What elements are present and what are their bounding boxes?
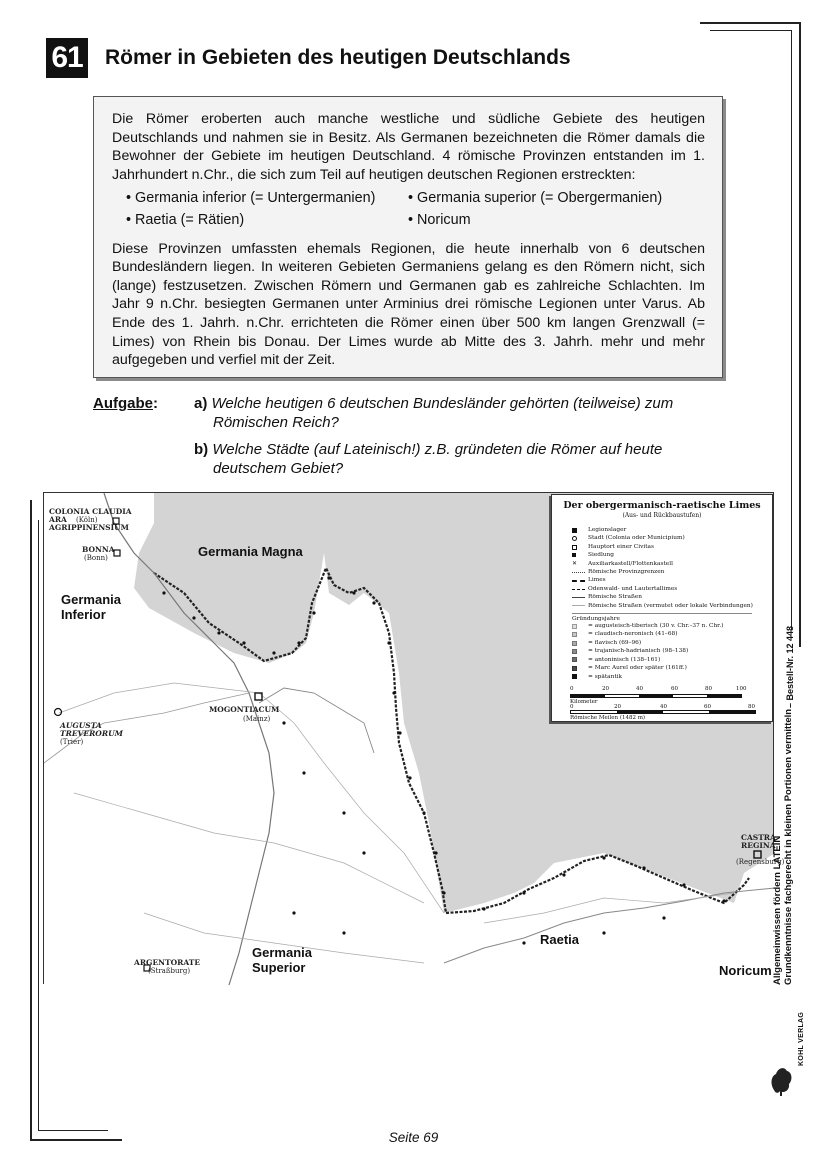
legion-camp-icon <box>572 528 588 533</box>
city-colonia-line2: ARA <box>49 515 67 524</box>
legend-period-label: = trajanisch-hadrianisch (98–138) <box>588 648 689 655</box>
scale-tick: 40 <box>636 686 643 692</box>
odenwald-limes-icon <box>572 589 588 590</box>
civitas-icon <box>572 545 588 550</box>
city-argentorate-line1: ARGENTORATE <box>134 958 201 967</box>
scale-bar-miles <box>570 710 756 714</box>
legend-item-label: Stadt (Colonia oder Municipium) <box>588 535 685 542</box>
legend-item-label: Legionslager <box>588 527 627 533</box>
legend-item-label: Römische Straßen (vermutet oder lokale Verbindungen) <box>588 602 753 609</box>
scale-tick: 80 <box>748 704 755 710</box>
legend-period <box>572 664 772 672</box>
scale-tick: 0 <box>570 704 574 710</box>
city-castra-line1: CASTRA <box>741 833 776 842</box>
legend-period <box>572 639 772 647</box>
task-b-line2: deutschem Gebiet? <box>213 460 344 477</box>
frame-top-right-h1 <box>700 22 800 24</box>
legend-period <box>572 673 772 681</box>
legend-item-label: Odenwald- und Lautertallimes <box>588 585 678 592</box>
map-legend <box>551 494 773 722</box>
scale-tick: 60 <box>671 686 678 692</box>
publisher-logo-icon <box>768 1028 794 1098</box>
legend-period <box>572 622 772 630</box>
legend-item <box>572 534 772 542</box>
period-swatch <box>572 666 588 671</box>
frame-top-right-h2 <box>710 30 792 31</box>
road-assumed-icon <box>572 605 588 606</box>
legend-period-list <box>572 622 772 681</box>
scale-tick: 20 <box>614 704 621 710</box>
task-a-line1: Welche heutigen 6 deutschen Bundesländer gehörten (teilweise) zum <box>211 395 674 412</box>
region-germania-inferior-line2: Inferior <box>61 607 106 622</box>
scale-km-label: Kilometer <box>570 699 598 705</box>
frame-right-v1 <box>799 22 801 647</box>
legend-separator <box>572 613 752 614</box>
task-a-line2: Römischen Reich? <box>213 414 339 431</box>
frame-right-v2 <box>791 30 792 630</box>
legend-item <box>572 585 772 593</box>
city-augusta-line1: AUGUSTA <box>60 721 102 730</box>
period-swatch <box>572 674 588 679</box>
legend-item-label: Hauptort einer Civitas <box>588 543 654 550</box>
period-swatch <box>572 649 588 654</box>
legend-item <box>572 568 772 576</box>
region-germania-inferior-line1: Germania <box>61 592 121 607</box>
road-icon <box>572 597 588 598</box>
scale-tick: 40 <box>660 704 667 710</box>
city-augusta-line3: (Trier) <box>60 738 84 746</box>
legend-period-label: = antoninisch (138–161) <box>588 656 661 663</box>
page-number: Seite 69 <box>388 1130 439 1145</box>
city-bonna-line1: BONNA <box>82 545 115 554</box>
side-series-line2: Grundkenntnisse fachgerecht in kleinen Portionen vermitteln <box>783 708 794 985</box>
legend-subtitle: (Aus- und Rückbaustufen) <box>622 512 702 519</box>
info-box <box>93 96 723 378</box>
period-swatch <box>572 641 588 646</box>
city-colonia-line3: (Köln) <box>76 516 98 524</box>
city-colonia-line4: AGRIPPINENSIUM <box>49 523 129 532</box>
scale-tick: 20 <box>602 686 609 692</box>
legend-period-label: = augusteisch-tiberisch (30 v. Chr.–37 n. Chr.) <box>588 623 724 630</box>
province-item: • Noricum <box>408 211 471 228</box>
period-swatch <box>572 657 588 662</box>
period-swatch <box>572 632 588 637</box>
chapter-number: 61 <box>46 38 88 78</box>
task-b-line1: Welche Städte (auf Lateinisch!) z.B. gründeten die Römer auf heute <box>212 441 663 458</box>
city-icon <box>572 536 588 541</box>
city-argentorate-line2: (Straßburg) <box>148 967 191 975</box>
task-label: Aufgabe <box>93 395 153 412</box>
legend-item <box>572 543 772 551</box>
province-list <box>126 189 705 229</box>
province-item: • Germania inferior (= Untergermanien) <box>126 190 376 207</box>
city-mogontiacum-line2: (Mainz) <box>243 715 271 723</box>
task-b-letter: b) <box>194 441 209 458</box>
legend-item-label: Limes <box>588 577 606 584</box>
legend-item-label: Siedlung <box>588 552 614 559</box>
task-b <box>194 440 734 478</box>
scale-tick: 100 <box>736 686 747 692</box>
province-item: • Germania superior (= Obergermanien) <box>408 190 663 207</box>
city-bonna-line2: (Bonn) <box>84 554 108 562</box>
legend-period-label: = claudisch-neronisch (41–68) <box>588 631 678 638</box>
scale-miles-label: Römische Meilen (1482 m) <box>570 715 646 721</box>
legend-symbol-list <box>572 526 772 610</box>
legend-period <box>572 656 772 664</box>
info-body: Diese Provinzen umfassten ehemals Regionen, die heute innerhalb von 6 deutschen Bundesländern liegen. In weiteren Gebieten Germaniens gelang es den Römern nicht, sich (lange) festzusetzen. Zwischen Römern und Germanen gab es zahlreiche Schlachten. Im Jahr 9 n.Chr. besiegten Germanen unter Arminius drei römische Legionen unter Varus. Ab Ende des 1. Jahrh. n.Chr. errichteten die Römer einen über 500 km langen Grenzwall (= Limes) von Rhein bis Donau. Der Limes wurde ab Mitte des 3. Jahrh. mehr und mehr aufgegeben und verfiel mit der Zeit. <box>112 240 705 369</box>
legend-item <box>572 576 772 584</box>
region-raetia: Raetia <box>540 932 580 947</box>
legend-item-label: Römische Straßen <box>588 594 642 601</box>
legend-periods-head: Gründungsjahre <box>572 616 620 623</box>
city-mogontiacum-line1: MOGONTIACUM <box>209 705 280 714</box>
legend-item-label: Römische Provinzgrenzen <box>588 569 665 576</box>
legend-period-label: = flavisch (69–96) <box>588 639 642 646</box>
frame-left-v1 <box>30 500 32 1140</box>
publisher-name: KOHL VERLAG <box>798 1011 805 1066</box>
legend-item-label: Auxiliarkastell/Flottenkastell <box>588 560 673 567</box>
region-noricum: Noricum <box>719 963 772 978</box>
legend-period-label: = Marc Aurel oder später (161ff.) <box>588 665 687 672</box>
task-colon: : <box>153 395 158 412</box>
legend-period <box>572 630 772 638</box>
legend-period-label: = spätantik <box>588 673 623 680</box>
city-augusta-line2: TREVERORUM <box>60 729 123 738</box>
scale-bar-km <box>570 694 742 698</box>
period-swatch <box>572 624 588 629</box>
frame-left-v2 <box>38 520 39 1130</box>
city-colonia-line1: COLONIA CLAUDIA <box>49 507 132 516</box>
fort-icon: ✕ <box>572 560 577 567</box>
city-castra-line2: REGINA <box>741 841 776 850</box>
province-border-icon <box>572 572 588 573</box>
region-germania-superior-line1: Germania <box>252 945 312 960</box>
page-title: Römer in Gebieten des heutigen Deutschlands <box>105 46 571 69</box>
legend-item <box>572 551 772 559</box>
scale-tick: 80 <box>705 686 712 692</box>
settlement-icon <box>572 553 588 557</box>
info-intro: Die Römer eroberten auch manche westliche und südliche Gebiete des heutigen Deutschlands und nahmen sie in Besitz. Als Germanen bezeichneten die Römer damals die Bewohner der Gebiete im heutigen Deutschland. 4 römische Provinzen entstanden im 1. Jahrhundert n.Chr., die sich zum Teil auf heutigen deutschen Regionen erstreckten: <box>112 111 705 183</box>
legend-title: Der obergermanisch-raetische Limes <box>563 500 761 511</box>
region-germania-magna: Germania Magna <box>198 544 303 559</box>
limes-icon <box>572 580 588 582</box>
legend-item <box>572 560 772 568</box>
task-heading <box>93 394 158 413</box>
task-a <box>194 394 734 432</box>
legend-period <box>572 647 772 655</box>
legend-item <box>572 602 772 610</box>
scale-tick: 0 <box>570 686 574 692</box>
legend-item <box>572 526 772 534</box>
scale-tick: 60 <box>704 704 711 710</box>
city-castra-line3: (Regensburg) <box>736 858 785 866</box>
region-germania-superior-line2: Superior <box>252 960 306 975</box>
province-item: • Raetia (= Rätien) <box>126 211 245 228</box>
legend-item <box>572 593 772 601</box>
order-number: – Bestell-Nr. 12 448 <box>785 625 795 708</box>
task-a-letter: a) <box>194 395 208 412</box>
side-series-line1: Allgemeinwissen fördern LATEIN <box>772 835 783 985</box>
side-series-text <box>772 709 794 985</box>
